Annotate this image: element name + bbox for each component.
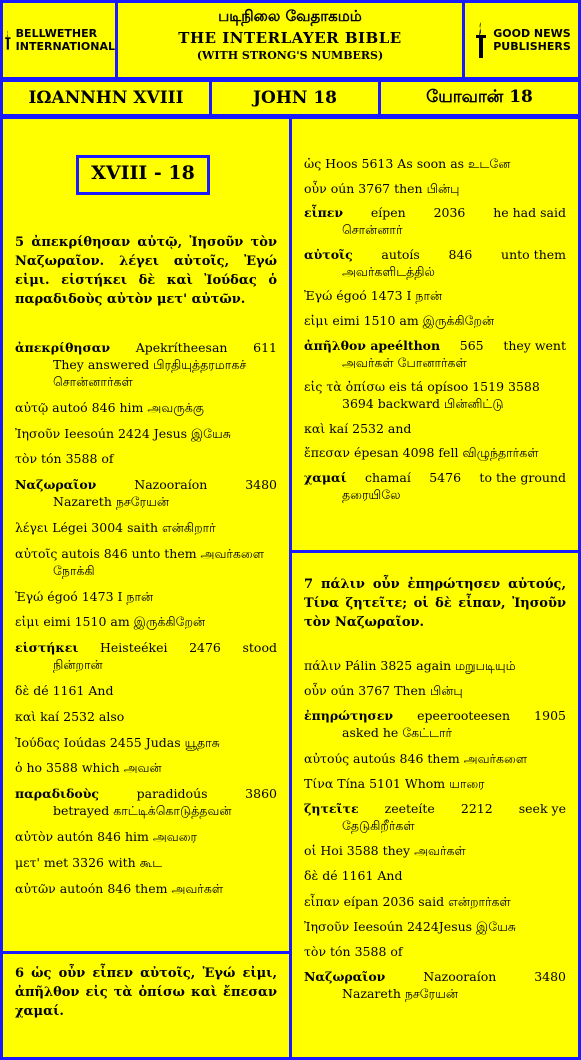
word-entry [304, 657, 566, 674]
verse-6-entries [304, 155, 566, 511]
word-entry-line [304, 180, 566, 197]
entry-part: λέγει Légei 3004 saith என்கிறார் [15, 519, 216, 535]
word-entry-line [304, 943, 566, 960]
word-entry-line [15, 854, 277, 871]
entry-part: 5476 [429, 469, 462, 485]
entry-part: εἰμι eimi 1510 am இருக்கிறேன் [15, 614, 206, 630]
entry-part: Ναζωραῖον [304, 969, 386, 985]
entry-part: τὸν tón 3588 of [304, 943, 403, 959]
torch-icon [3, 20, 13, 60]
verse-7-entries [304, 657, 566, 1010]
verse-6-panel [0, 951, 292, 1060]
title-tamil: படிநிலை வேதாகமம் [218, 7, 362, 25]
entry-part: Apekrítheesan [135, 340, 228, 355]
entry-part: εἰς τὰ ὀπίσω eis tá opísoo 1519 3588 [304, 379, 540, 395]
entry-part: εἱστήκει [15, 640, 79, 656]
word-entry [15, 785, 277, 819]
word-entry [304, 867, 566, 884]
torch-icon [472, 20, 490, 60]
entry-part: 3480 [245, 477, 277, 493]
word-entry-line [15, 339, 277, 356]
word-entry-line [15, 880, 277, 897]
entry-part: ὁ ho 3588 which அவன் [15, 760, 162, 776]
entry-subline: தேடுகிறீர்கள் [342, 817, 415, 833]
word-entry-line [15, 734, 277, 751]
verse-6-text: 6 ὡς οὖν εἶπεν αὐτοῖς, Ἐγώ εἰμι, ἀπῆλθον εἰς τὰ ὀπίσω καὶ ἔπεσαν χαμαί. [15, 966, 277, 1019]
entry-subline: They answered பிரதியுத்தரமாகச் சொன்னார்கள் [53, 357, 247, 389]
entry-part: Ναζωραῖον [15, 477, 97, 493]
entry-part: εἶπαν eípan 2036 said என்றார்கள் [304, 893, 511, 909]
word-entry-line [304, 775, 566, 792]
title-subtitle: (WITH STRONG'S NUMBERS) [196, 49, 384, 62]
word-entry [304, 246, 566, 280]
entry-part: οἱ Hoi 3588 they அவர்கள் [304, 843, 466, 859]
entry-part: 3480 [534, 969, 566, 985]
entry-part: οὖν oún 3767 Then பின்பு [304, 683, 463, 699]
word-entry-line [15, 639, 277, 656]
word-entry [304, 893, 566, 910]
word-entry [304, 180, 566, 197]
word-entry [15, 708, 277, 725]
logo-text-line: BELLWETHER [15, 27, 98, 40]
word-entry-line [15, 828, 277, 845]
entry-subline: அவர்கள் போனார்கள் [342, 354, 467, 370]
entry-part: ἀπῆλθον apeélthon [304, 337, 441, 353]
entry-subline: அவர்களிடத்தில் [342, 263, 435, 279]
word-entry-line [304, 893, 566, 910]
word-entry-line [304, 246, 566, 263]
word-entry-line [15, 476, 277, 493]
word-entry-line [304, 378, 566, 395]
entry-part: χαμαί [304, 469, 347, 485]
word-entry [304, 378, 566, 412]
entry-part: paradidoús [136, 786, 208, 802]
word-entry [15, 682, 277, 699]
word-entry [304, 444, 566, 461]
title-english: THE INTERLAYER BIBLE [178, 29, 402, 47]
word-entry-line [304, 337, 566, 354]
word-entry-line [304, 312, 566, 329]
word-entry [15, 759, 277, 776]
entry-part: αὐτὸν autón 846 him அவரை [15, 828, 197, 844]
word-entry [304, 469, 566, 503]
entry-part: Τίνα Tína 5101 Whom யாரை [304, 775, 485, 791]
verse-7-text: 7 πάλιν οὖν ἐπηρώτησεν αὐτούς, Τίνα ζητεῖτε; οἱ δὲ εἶπαν, Ἰησοῦν τὸν Ναζωραῖον. [304, 577, 566, 630]
entry-part: autoís [381, 246, 420, 262]
entry-part: αὐτῷ autoó 846 him அவருக்கு [15, 399, 204, 415]
word-entry [15, 519, 277, 536]
entry-part: μετ' met 3326 with கூட [15, 854, 163, 870]
entry-part: 2036 [433, 205, 466, 221]
entry-part: αὐτοῖς autois 846 unto them அவர்களை [15, 545, 265, 561]
entry-part: δὲ dé 1161 And [15, 682, 114, 698]
word-entry [15, 828, 277, 845]
entry-part: αὐτοῖς [304, 246, 353, 262]
english-reference: JOHN 18 [209, 79, 381, 117]
entry-part: 2476 [189, 640, 221, 656]
verse-5-text: 5 ἀπεκρίθησαν αὐτῷ, Ἰησοῦν τὸν Ναζωραῖον. λέγει αὐτοῖς, Ἐγώ εἰμι. εἱστήκει δὲ καὶ Ἰούδας ὁ παραδιδοὺς αὐτὸν μετ' αὐτῶν. [15, 235, 277, 307]
word-entry [304, 800, 566, 834]
entry-subline: betrayed காட்டிக்கொடுத்தவன் [53, 803, 232, 819]
word-entry-line [15, 613, 277, 630]
entry-part: Nazooraíon [134, 477, 208, 493]
entry-part: ἐπηρώτησεν [304, 708, 394, 724]
right-top-column [289, 116, 581, 553]
entry-part: ὡς Hoos 5613 As soon as உடனே [304, 156, 511, 171]
word-entry [304, 682, 566, 699]
entry-part: epeerooteesen [417, 708, 511, 724]
entry-subline: Nazareth நசரேயன் [53, 494, 169, 510]
word-entry [304, 918, 566, 935]
word-entry [304, 842, 566, 859]
entry-part: 2212 [460, 800, 493, 816]
word-entry-line [304, 657, 566, 674]
entry-subline: Nazareth நசரேயன் [342, 986, 458, 1002]
entry-subline: தரையிலே [342, 486, 401, 502]
word-entry-line [304, 918, 566, 935]
entry-part: stood [242, 640, 277, 656]
word-entry [304, 312, 566, 329]
entry-subline: asked he கேட்டார் [342, 725, 453, 741]
entry-part: οὖν oún 3767 then பின்பு [304, 180, 460, 196]
word-entry [304, 337, 566, 371]
word-entry-line [15, 708, 277, 725]
word-entry [15, 734, 277, 751]
bellwether-logo [0, 0, 118, 80]
entry-part: Ἰησοῦν Ieesoún 2424 Jesus இயேசு [15, 425, 231, 441]
entry-part: παραδιδοὺς [15, 786, 100, 802]
word-entry [304, 943, 566, 960]
word-entry-line [304, 204, 566, 221]
word-entry-line [15, 785, 277, 802]
entry-part: 3860 [245, 786, 277, 802]
entry-part: chamaí [365, 469, 411, 485]
word-entry [15, 880, 277, 897]
word-entry-line [15, 682, 277, 699]
verse-5-entries [15, 339, 277, 905]
word-entry-line [15, 399, 277, 416]
left-column [0, 116, 292, 954]
entry-part: Heisteékei [99, 640, 168, 656]
word-entry-line [304, 155, 566, 172]
entry-part: 565 [459, 337, 484, 353]
word-entry [15, 613, 277, 630]
greek-reference: ΙΩΑΝΝΗΝ XVIII [0, 79, 212, 117]
word-entry [15, 450, 277, 467]
word-entry-line [304, 287, 566, 304]
word-entry-line [15, 450, 277, 467]
word-entry-line [15, 519, 277, 536]
entry-part: τὸν tón 3588 of [15, 451, 114, 467]
entry-part: Ἐγώ égoó 1473 I நான் [15, 588, 154, 604]
word-entry-line [304, 750, 566, 767]
logo-text-line: PUBLISHERS [493, 40, 571, 53]
word-entry [304, 287, 566, 304]
entry-part: Ἰούδας Ioúdas 2455 Judas யூதாசு [15, 734, 220, 750]
word-entry [15, 339, 277, 390]
word-entry-line [15, 545, 277, 562]
entry-part: αὐτούς autoús 846 them அவர்களை [304, 750, 528, 766]
entry-subline: நோக்கி [53, 562, 95, 578]
entry-part: 611 [253, 340, 277, 355]
word-entry-line [304, 800, 566, 817]
entry-part: unto them [501, 246, 566, 262]
entry-part: Nazooraíon [423, 969, 497, 985]
entry-part: καὶ kaí 2532 and [304, 420, 412, 436]
word-entry-line [304, 842, 566, 859]
entry-subline: சொன்னார் [342, 222, 403, 238]
entry-part: εἰμι eimi 1510 am இருக்கிறேன் [304, 312, 495, 328]
entry-part: 1905 [534, 708, 566, 724]
word-entry [15, 425, 277, 442]
word-entry [304, 155, 566, 172]
entry-part: δὲ dé 1161 And [304, 868, 403, 884]
right-bottom-column [289, 550, 581, 1060]
logo-text-line: GOOD NEWS [493, 27, 571, 40]
good-news-logo [462, 0, 581, 80]
chapter-label: XVIII - 18 [76, 155, 210, 195]
word-entry [15, 399, 277, 416]
word-entry-line [304, 444, 566, 461]
word-entry [15, 476, 277, 510]
entry-subline: 3694 backward பின்னிட்டு [342, 396, 504, 412]
entry-part: εἶπεν [304, 205, 344, 221]
tamil-reference: யோவான் 18 [378, 79, 581, 117]
entry-part: Ἰησοῦν Ieesoún 2424Jesus இயேசு [304, 918, 516, 934]
word-entry-line [304, 469, 566, 486]
entry-part: eípen [370, 205, 406, 221]
word-entry [304, 420, 566, 437]
word-entry-line [304, 968, 566, 985]
word-entry [304, 707, 566, 741]
word-entry-line [304, 867, 566, 884]
entry-part: ἔπεσαν épesan 4098 fell விழுந்தார்கள் [304, 445, 539, 461]
entry-part: to the ground [479, 469, 566, 485]
word-entry-line [15, 588, 277, 605]
entry-part: seek ye [518, 800, 566, 816]
entry-part: they went [503, 337, 566, 353]
word-entry-line [304, 682, 566, 699]
word-entry [304, 968, 566, 1002]
entry-part: ἀπεκρίθησαν [15, 340, 111, 355]
entry-part: 846 [448, 246, 473, 262]
entry-part: αὐτῶν autoón 846 them அவர்கள் [15, 880, 224, 896]
entry-subline: நின்றான் [53, 657, 103, 673]
word-entry [304, 750, 566, 767]
word-entry [304, 775, 566, 792]
word-entry [304, 204, 566, 238]
entry-part: Ἐγώ égoó 1473 I நான் [304, 288, 443, 304]
entry-part: he had said [493, 205, 566, 221]
word-entry [15, 639, 277, 673]
logo-text-line: INTERNATIONAL [15, 40, 115, 53]
word-entry-line [304, 420, 566, 437]
entry-part: πάλιν Pálin 3825 again மறுபடியும் [304, 658, 516, 673]
word-entry [15, 588, 277, 605]
word-entry-line [15, 425, 277, 442]
entry-part: καὶ kaí 2532 also [15, 708, 125, 724]
word-entry [15, 545, 277, 579]
word-entry [15, 854, 277, 871]
entry-part: zeeteíte [384, 800, 435, 816]
word-entry-line [304, 707, 566, 724]
word-entry-line [15, 759, 277, 776]
entry-part: ζητεῖτε [304, 800, 359, 816]
title-block [115, 0, 465, 80]
